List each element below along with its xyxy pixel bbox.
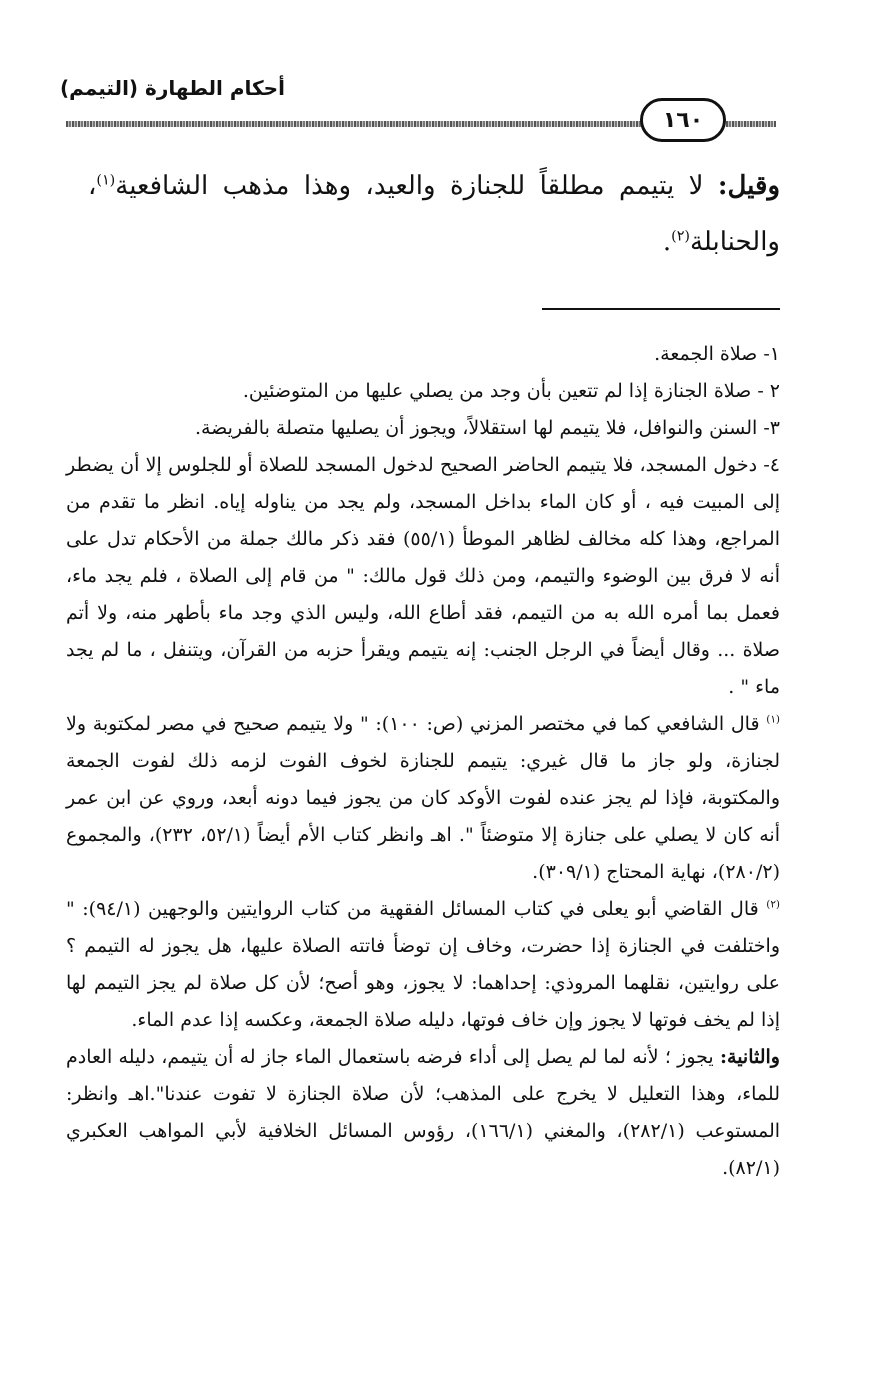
- footnote-2-marker: (٢): [766, 898, 780, 911]
- footnote-1-marker: (١): [766, 713, 780, 726]
- main-paragraph: [88, 158, 780, 270]
- running-title: أحكام الطهارة (التيمم): [60, 76, 285, 100]
- main-text-part2: ، والحنابلة: [88, 171, 780, 257]
- main-text-part1: لا يتيمم مطلقاً للجنازة والعيد، وهذا مذهب الشافعية: [115, 171, 718, 201]
- list-item: ٢ - صلاة الجنازة إذا لم تتعين بأن وجد من يصلي عليها من المتوضئين.: [242, 380, 780, 402]
- lead-word: وقيل:: [717, 171, 780, 201]
- page-number-badge: [640, 98, 726, 142]
- footnotes-block: [66, 336, 780, 1187]
- list-item: ٤- دخول المسجد، فلا يتيمم الحاضر الصحيح لدخول المسجد للصلاة أو للجلوس إلا أن يضطر إلى المبيت فيه ، أو كان الماء بداخل المسجد، ولم يجد من يناوله إياه. انظر ما تقدم من المراجع، وهذا كله مخالف لظاهر الموطأ (٥٥/١) فقد ذكر مالك جملة من الأحكام تدل على أنه لا فرق بين الوضوء والتيمم، ومن ذلك قول مالك: " من قام إلى الصلاة ، فلم يجد ماء، فعمل بما أمره الله به من التيمم، فقد أطاع الله، وليس الذي وجد ماء بأطهر منه، ولا أتم صلاة ... وقال أيضاً في الرجل الجنب: إنه يتيمم ويقرأ حزبه من القرآن، ويتنفل ، ما لم يجد ماء " .: [66, 454, 780, 698]
- list-item: ١- صلاة الجمعة.: [654, 343, 780, 365]
- footnote-1-text: قال الشافعي كما في مختصر المزني (ص: ١٠٠): " ولا يتيمم صحيح في مصر لمكتوبة ولا لجنازة، ولو جاز ما قال غيري: يتيمم للجنازة لخوف الفوت لزمه ذلك لفوت الجمعة والمكتوبة، فإذا لم يجز عنده لفوت الأوكد كان من يجوز فيما دونه أبعد، وروي عن ابن عمر أنه كان لا يصلي على جنازة إلا متوضئاً ". اهـ وانظر كتاب الأم أيضاً (٥٢/١، ٢٣٢)، والمجموع (٢٨٠/٢)، نهاية المحتاج (٣٠٩/١).: [66, 713, 780, 883]
- page-number: ١٦٠: [662, 107, 704, 133]
- footnote-ref-1: (١): [96, 172, 116, 189]
- list-item: ٣- السنن والنوافل، فلا يتيمم لها استقلالاً، ويجوز أن يصليها متصلة بالفريضة.: [194, 417, 780, 439]
- footnote-2-text: قال القاضي أبو يعلى في كتاب المسائل الفقهية من كتاب الروايتين والوجهين (٩٤/١): " واختلفت في الجنازة إذا حضرت، وخاف إن توضأ فاتته الصلاة عليها، هل يجوز له التيمم ؟ على روايتين، نقلهما المروذي: إحداهما: لا يجوز، وهو أصح؛ لأن كل صلاة لم يجز التيمم لها إذا لم يخف فوتها لا يجوز وإن خاف فوتها، دليله صلاة الجمعة، وعكسه إذا عدم الماء.: [66, 898, 780, 1031]
- footnote-2: [66, 891, 780, 1039]
- footnote-1: [66, 706, 780, 891]
- footnote-separator: [542, 308, 780, 310]
- footnote-2-second-label: والثانية:: [720, 1046, 780, 1068]
- main-text-end: .: [662, 227, 672, 257]
- footnote-2-second-text: يجوز ؛ لأنه لما لم يصل إلى أداء فرضه باستعمال الماء جاز له أن يتيمم، دليله العادم للماء، وهذا التعليل لا يخرج على المذهب؛ لأن صلاة الجنازة لا تفوت عندنا".اهـ وانظر: المستوعب (٢٨٢/١)، والمغني (١٦٦/١)، رؤوس المسائل الخلافية لأبي المواهب العكبري (٨٢/١).: [66, 1046, 781, 1179]
- footnote-ref-2: (٢): [671, 228, 690, 245]
- footnote-2-continuation: [66, 1039, 780, 1187]
